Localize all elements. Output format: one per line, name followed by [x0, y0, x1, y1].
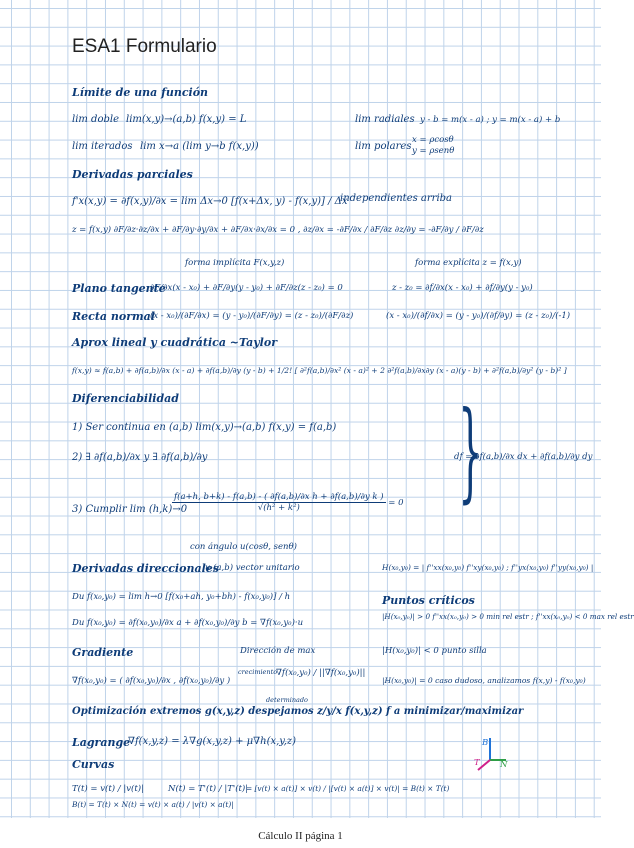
con-angulo-note: con ángulo u(cosθ, senθ): [190, 542, 297, 552]
section-heading-curvas: Curvas: [72, 758, 115, 771]
axis-label-N: N: [500, 760, 508, 770]
implicit-derivative-eq: z = f(x,y) ∂F/∂z·∂z/∂x + ∂F/∂y·∂y/∂x + ∂F/∂x·∂x/∂x = 0 , ∂z/∂x = -∂F/∂x / ∂F/∂z ∂z/∂y = -∂F/∂y / ∂F/∂z: [72, 225, 484, 235]
unit-vector-note: u (a,b) vector unitario: [205, 563, 300, 573]
lagrange-label: Lagrange: [72, 736, 131, 749]
normal-vector: N(t) = T'(t) / |T'(t)|: [168, 784, 249, 794]
recta-normal-label: Recta normal: [72, 310, 155, 323]
section-heading-limite: Límite de una función: [72, 86, 209, 99]
gradient-formula: ∇f(x₀,y₀) = ( ∂f(x₀,y₀)/∂x , ∂f(x₀,y₀)/∂y ): [72, 676, 231, 686]
plano-tangente-label: Plano tangente: [72, 282, 166, 295]
axis-label-T: T: [474, 758, 480, 768]
hessian-case-positive: |H(x₀,y₀)| > 0 f''xx(x₀,y₀) > 0 min rel estr ; f''xx(x₀,y₀) < 0 max rel estr: [382, 612, 634, 621]
forma-implicita-label: forma implícita F(x,y,z): [185, 258, 285, 268]
hessian-matrix: H(x₀,y₀) = | f''xx(x₀,y₀) f''xy(x₀,y₀) ; f''yx(x₀,y₀) f''yy(x₀,y₀) |: [382, 563, 594, 572]
lim-doble-label: lim doble: [72, 114, 119, 125]
binormal-vector: B(t) = T(t) × N(t) = v(t) × a(t) / |v(t) × a(t)|: [72, 800, 234, 809]
hessian-case-zero: |H(x₀,y₀)| = 0 caso dudoso, analizamos f(x,y) - f(x₀,y₀): [382, 676, 586, 685]
forma-explicita-label: forma explícita z = f(x,y): [415, 258, 522, 268]
taylor-formula: f(x,y) ≈ f(a,b) + ∂f(a,b)/∂x (x - a) + ∂f(a,b)/∂y (y - b) + 1/2! [ ∂²f(a,b)/∂x² (x - a)² + 2 ∂²f(a,b)/∂x∂y (x - a)(y - b) + ∂²f(a,b)/∂y² (y - b)² ]: [72, 366, 567, 375]
recta-implicita: (x - x₀)/(∂F/∂x) = (y - y₀)/(∂F/∂y) = (z - z₀)/(∂F/∂z): [150, 311, 354, 321]
lim-iterados-formula: lim x→a (lim y→b f(x,y)): [140, 141, 259, 152]
tangent-vector: T(t) = v(t) / |v(t)|: [72, 784, 144, 794]
direction-max-formula: ∇f(x₀,y₀) / ||∇f(x₀,y₀)||: [276, 668, 366, 678]
determinado-note: determinado: [266, 696, 308, 704]
lim-iterados-label: lim iterados: [72, 141, 133, 152]
section-heading-aprox: Aprox lineal y cuadrática ~Taylor: [72, 336, 277, 349]
puntos-criticos-heading: Puntos críticos: [382, 594, 475, 607]
limit-denominator: √(h² + k²): [257, 503, 300, 513]
recta-explicita: (x - x₀)/(∂f/∂x) = (y - y₀)/(∂f/∂y) = (z - z₀)/(-1): [386, 311, 571, 321]
axis-label-B: B: [482, 738, 489, 748]
right-brace: }: [458, 389, 483, 514]
condition-partials: 2) ∃ ∂f(a,b)/∂x y ∃ ∂f(a,b)/∂y: [72, 452, 208, 463]
page-footer: Cálculo II página 1: [258, 830, 343, 842]
lim-radiales-label: lim radiales: [355, 114, 415, 125]
directional-gradient-form: Du f(x₀,y₀) = ∂f(x₀,y₀)/∂x a + ∂f(x₀,y₀)/∂y b = ∇f(x₀,y₀)·u: [72, 618, 304, 628]
directional-definition: Du f(x₀,y₀) = lim h→0 [f(x₀+ah, y₀+bh) - f(x₀,y₀)] / h: [72, 592, 291, 602]
plano-implicita: ∂F/∂x(x - x₀) + ∂F/∂y(y - y₀) + ∂F/∂z(z - z₀) = 0: [150, 283, 343, 293]
section-heading-direccionales: Derivadas direccionales: [72, 562, 219, 575]
lim-polares-label: lim polares: [355, 141, 412, 152]
hessian-case-negative: |H(x₀,y₀)| < 0 punto silla: [382, 646, 487, 656]
polares-y: y = ρsenθ: [412, 146, 455, 156]
page-title: ESA1 Formulario: [72, 36, 217, 57]
independientes-note: independientes arriba: [340, 193, 453, 204]
section-heading-diferenciabilidad: Diferenciabilidad: [72, 392, 179, 405]
gradiente-label: Gradiente: [72, 646, 134, 659]
differentiability-limit: [172, 492, 404, 513]
optimizacion-line: Optimización extremos g(x,y,z) despejamos z/y/x f(x,y,z) f a minimizar/maximizar: [72, 706, 524, 717]
lim-doble-formula: lim(x,y)→(a,b) f(x,y) = L: [126, 114, 247, 125]
total-differential: df = ∂f(a,b)/∂x dx + ∂f(a,b)/∂y dy: [454, 452, 593, 462]
partial-derivative-definition: f'x(x,y) = ∂f(x,y)/∂x = lim Δx→0 [f(x+Δx, y) - f(x,y)] / Δx: [72, 196, 348, 207]
crecimiento-note: crecimiento: [238, 668, 278, 676]
limit-equals-zero: = 0: [388, 498, 404, 508]
section-heading-derivadas: Derivadas parciales: [72, 168, 193, 181]
plano-explicita: z - z₀ = ∂f/∂x(x - x₀) + ∂f/∂y(y - y₀): [392, 283, 533, 293]
lagrange-formula: ∇f(x,y,z) = λ∇g(x,y,z) + μ∇h(x,y,z): [128, 736, 296, 747]
normal-vector-expanded: = [v(t) × a(t)] × v(t) / |[v(t) × a(t)] × v(t)| = B(t) × T(t): [246, 784, 450, 793]
limit-numerator: f(a+h, b+k) - f(a,b) - ( ∂f(a,b)/∂x h + ∂f(a,b)/∂y k ): [174, 492, 384, 502]
direccion-max-label: Dirección de max: [240, 646, 316, 656]
condition-limit-label: 3) Cumplir lim (h,k)→0: [72, 504, 188, 515]
lim-radiales-formula: y - b = m(x - a) ; y = m(x - a) + b: [420, 115, 561, 125]
polares-x: x = ρcosθ: [412, 135, 454, 145]
condition-continuity: 1) Ser continua en (a,b) lim(x,y)→(a,b) f(x,y) = f(a,b): [72, 422, 337, 433]
